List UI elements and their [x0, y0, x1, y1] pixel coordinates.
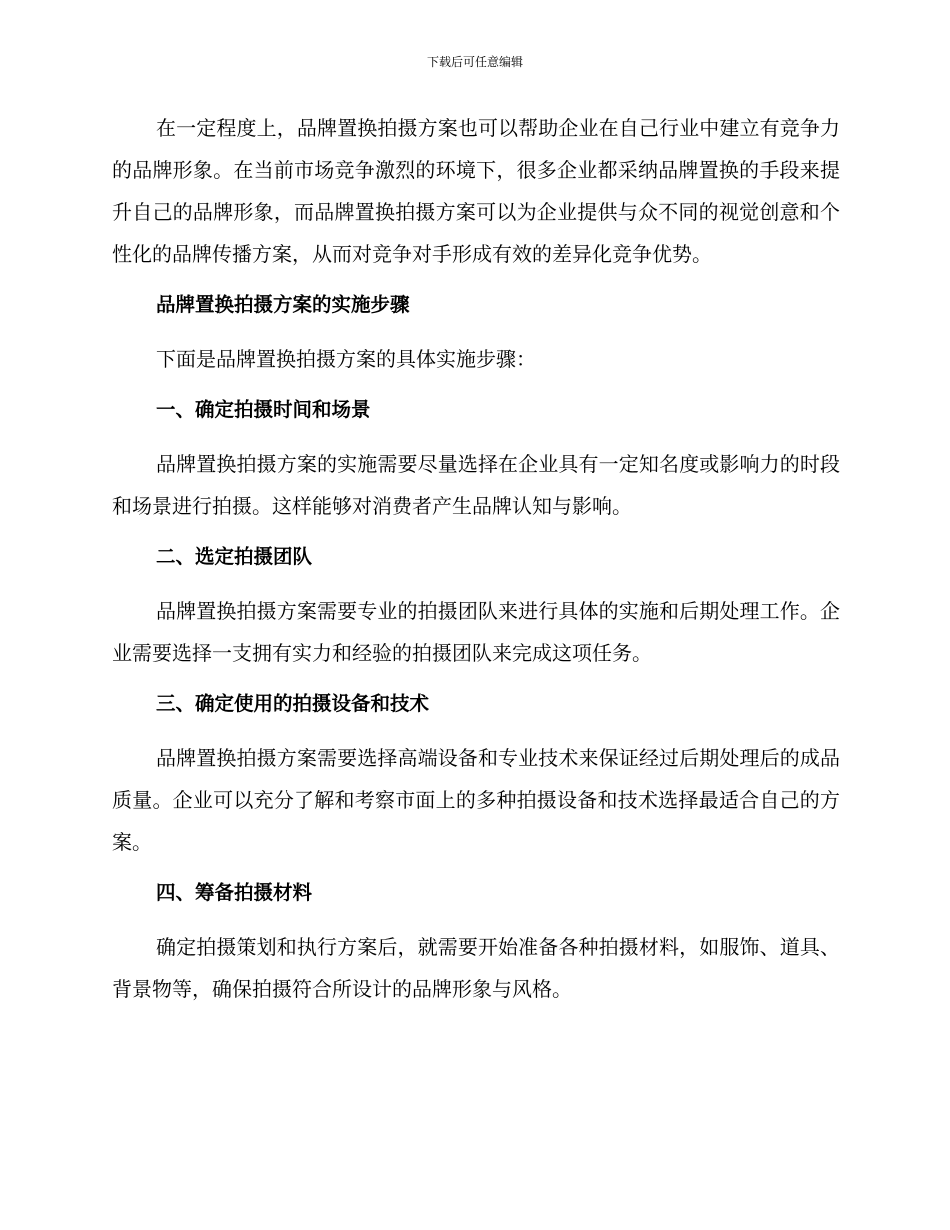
step-heading-materials: 四、筹备拍摄材料 — [156, 881, 313, 904]
step-body-equipment: 品牌置换拍摄方案需要选择高端设备和专业技术来保证经过后期处理后的成品质量。企业可以充分了解和考察市面上的多种拍摄设备和技术选择最适合自己的方案。 — [112, 746, 840, 854]
step-heading-time-scene: 一、确定拍摄时间和场景 — [156, 398, 371, 421]
step-body-materials: 确定拍摄策划和执行方案后，就需要开始准备各种拍摄材料，如服饰、道具、背景物等，确保拍摄符合所设计的品牌形象与风格。 — [112, 935, 840, 1001]
document-body — [112, 107, 840, 1019]
page-header-note: 下载后可任意编辑 — [426, 55, 523, 69]
step-body-team: 品牌置换拍摄方案需要专业的拍摄团队来进行具体的实施和后期处理工作。企业需要选择一支拥有实力和经验的拍摄团队来完成这项任务。 — [112, 599, 840, 665]
paragraph-brand-image: 在一定程度上，品牌置换拍摄方案也可以帮助企业在自己行业中建立有竞争力的品牌形象。在当前市场竞争激烈的环境下，很多企业都采纳品牌置换的手段来提升自己的品牌形象，而品牌置换拍摄方案可以为企业提供与众不同的视觉创意和个性化的品牌传播方案，从而对竞争对手形成有效的差异化竞争优势。 — [112, 116, 840, 266]
section-heading-steps: 品牌置换拍摄方案的实施步骤 — [156, 293, 410, 316]
paragraph-steps-intro: 下面是品牌置换拍摄方案的具体实施步骤： — [156, 347, 536, 371]
step-heading-team: 二、选定拍摄团队 — [156, 545, 313, 568]
step-heading-equipment: 三、确定使用的拍摄设备和技术 — [156, 692, 430, 715]
step-body-time-scene: 品牌置换拍摄方案的实施需要尽量选择在企业具有一定知名度或影响力的时段和场景进行拍摄。这样能够对消费者产生品牌认知与影响。 — [112, 452, 840, 518]
